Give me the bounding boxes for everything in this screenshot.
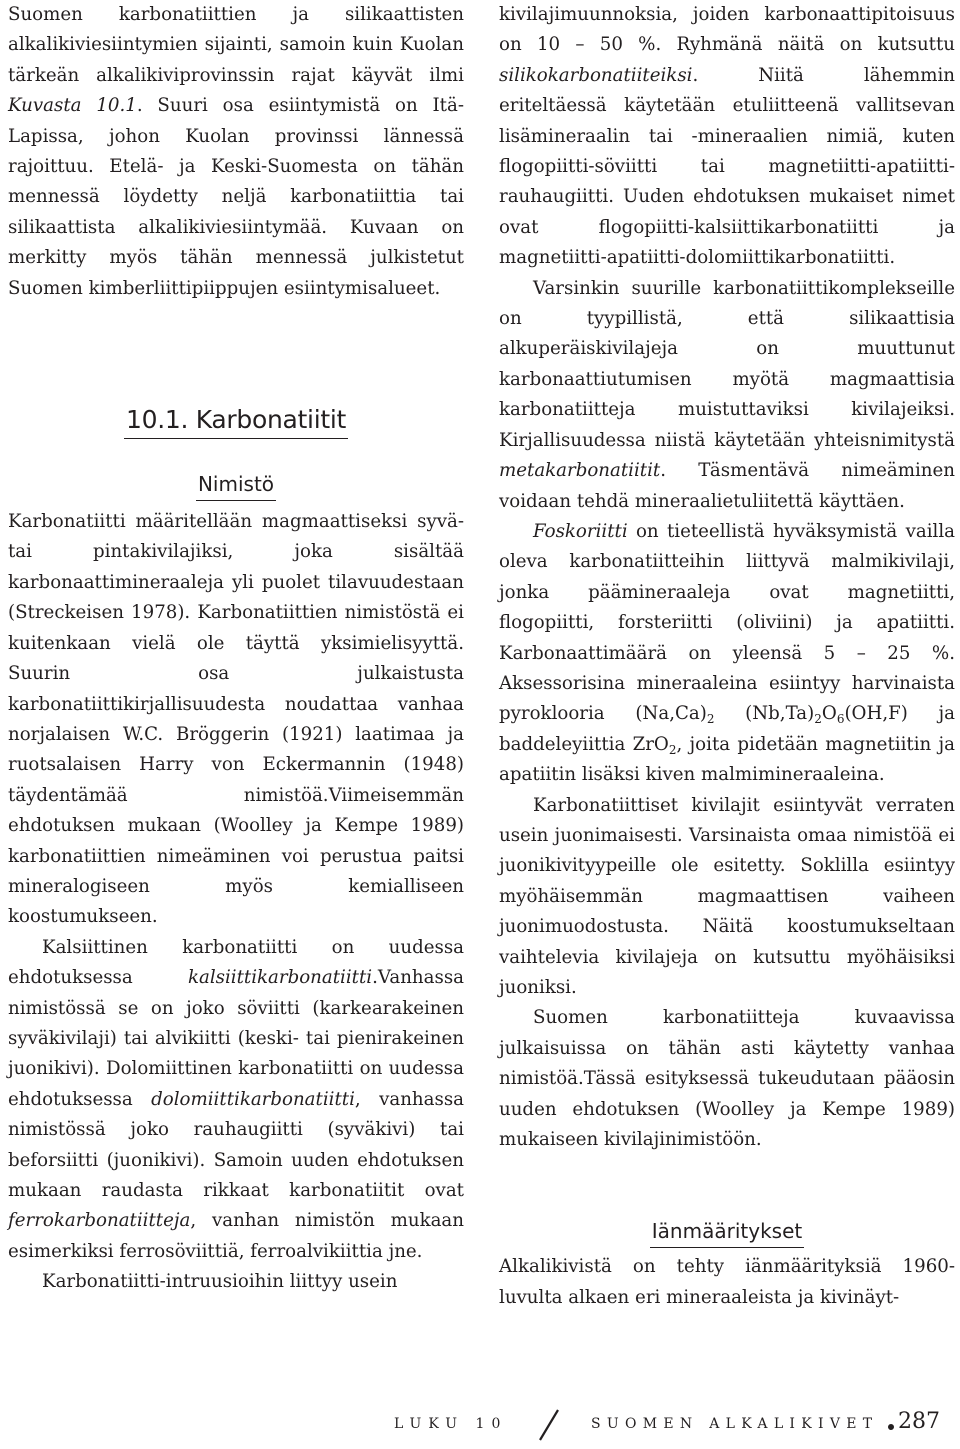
footer-chapter: LUKU 10 <box>394 1416 508 1432</box>
intro-paragraph: Suomen karbonatiittien ja silikaattisten alkalikiviesiintymien sijainti, samoin kuin Kuolan tärkeän alkalikiviprovinssin rajat käyvät ilmi Kuvasta 10.1. Suuri osa esiintymistä on Itä-Lapissa, johon Kuolan provinssi lännessä rajoittuu. Etelä- ja Keski-Suomesta on tähän mennessä löydetty neljä karbonatiittia tai silikaattista alkalikiviesiintymää. Kuvaan on merkitty myös tähän mennessä julkistetut Suomen kimberliittipiippujen esiintymisalueet. <box>8 4 464 299</box>
spacer <box>499 1155 955 1217</box>
bullet-dot-icon <box>888 1424 894 1430</box>
slash-icon <box>537 1408 561 1442</box>
right-column <box>499 0 955 1313</box>
paragraph-meta: Varsinkin suurille karbonatiittikomplekseille on tyypillistä, että silikaattisia alkuperäiskivilajeja on muuttunut karbonaattiutumisen myötä magmaattisia karbonatiitteja muistuttaviksi kivilajeiksi. Kirjallisuudessa niistä käytetään yhteisnimitystä metakarbonatiitit. Täsmentävä nimeäminen voidaan tehdä mineraalietuliitettä käyttäen. <box>499 277 955 512</box>
paragraph-foskoriitti: Foskoriitti on tieteellistä hyväksymistä vailla oleva karbonatiitteihin liittyvä malmikivilaji, jonka päämineraaleja ovat magnetiitti, flogopiitti, forsteriitti (oliviini) ja apatiitti. Karbonaattimäärä on yleensä 5 – 25 %. Aksessorisina mineraaleina esiintyy harvinaista pyroklooria $(Na,Ca)_2$ $(Nb,Ta)_2O_6(OH,F)$ ja baddeleyiittia ZrO$_2$, joita pidetään magnetiitin ja apatiitin lisäksi kiven malmimineraaleina. <box>499 520 955 786</box>
paragraph-nomenclature: Suomen karbonatiitteja kuvaavissa julkaisuissa on tähän asti käytetty vanhaa nimistöä.Tässä esityksessä tukeudutaan pääosin uuden ehdotuksen (Woolley ja Kempe 1989) mukaiseen kivilajinimistöön. <box>499 1007 955 1151</box>
page-footer <box>394 1409 956 1442</box>
footer-book-title: SUOMEN ALKALIKIVET <box>591 1416 879 1432</box>
paragraph-intrusions: Karbonatiitti-intruusioihin liittyy usein <box>42 1271 398 1293</box>
subsection-heading-ianmaaritykset: Iänmääritykset <box>499 1217 955 1248</box>
subsection-heading-nimisto: Nimistö <box>8 470 464 501</box>
paragraph-calcite: Kalsiittinen karbonatiitti on uudessa ehdotuksessa kalsiittikarbonatiitti.Vanhassa nimistössä se on joko söviitti (karkearakeinen syväkivilaji) tai alvikiitti (keski- tai pienirakeinen juonikivi). Dolomiittinen karbonatiitti on uudessa ehdotuksessa dolomiittikarbonatiitti, vanhassa nimistössä joko rauhaugiitti (syväkivi) tai beforsiitti (juonikivi). Samoin uuden ehdotuksen mukaan raudasta rikkaat karbonatiitit ovat ferrokarbonatiitteja, vanhan nimistön mukaan esimerkiksi ferrosöviittiä, ferroalvikiittia jne. <box>8 936 464 1262</box>
left-column <box>8 0 464 1298</box>
spacer <box>8 439 464 470</box>
paragraph-dating: Alkalikivistä on tehty iänmäärityksiä 1960-luvulta alkaen eri mineraaleista ja kivinäyt- <box>499 1256 955 1308</box>
page-number: 287 <box>898 1409 940 1434</box>
paragraph-veins: Karbonatiittiset kivilajit esiintyvät verraten usein juonimaisesti. Varsinaista omaa nimistöä ei juonikivityypeille ole esitetty. Soklilla esiintyy myöhäisemmän magmaattisen vaiheen juonimuodostusta. Näitä koostumukseltaan vaihtelevia kivilajeja on kutsuttu myöhäisiksi juoniksi. <box>499 794 955 998</box>
section-heading: 10.1. Karbonatiitit <box>8 405 464 439</box>
figure-reference: Kuvasta 10.1 <box>8 95 137 117</box>
spacer <box>8 304 464 405</box>
paragraph-definition: Karbonatiitti määritellään magmaattiseksi syvä- tai pintakivilajiksi, joka sisältää karbonaattimineraaleja yli puolet tilavuudestaan (Streckeisen 1978). Karbonatiittien nimistöstä ei kuitenkaan vielä ole täyttä yksimielisyyttä. Suurin osa julkaistusta karbonatiittikirjallisuudesta noudattaa vanhaa norjalaisen W.C. Bröggerin (1921) laatimaa ja ruotsalaisen Harry von Eckermannin (1948) täydentämää nimistöä.Viimeisemmän ehdotuksen mukaan (Woolley ja Kempe 1989) karbonatiittien nimeäminen voi perustua paitsi mineralogiseen myös kemialliseen koostumukseen. <box>8 511 464 928</box>
paragraph-silico: kivilajimuunnoksia, joiden karbonaattipitoisuus on 10 – 50 %. Ryhmänä näitä on kutsuttu silikokarbonatiiteiksi. Niitä lähemmin eriteltäessä käytetään etuliitteenä vallitsevan lisämineraalin tai -mineraalien nimiä, kuten flogopiitti-söviitti tai magnetiitti-apatiitti-rauhaugiitti. Uuden ehdotuksen mukaiset nimet ovat flogopiitti-kalsiittikarbonatiitti ja magnetiitti-apatiitti-dolomiittikarbonatiitti. <box>499 4 955 269</box>
